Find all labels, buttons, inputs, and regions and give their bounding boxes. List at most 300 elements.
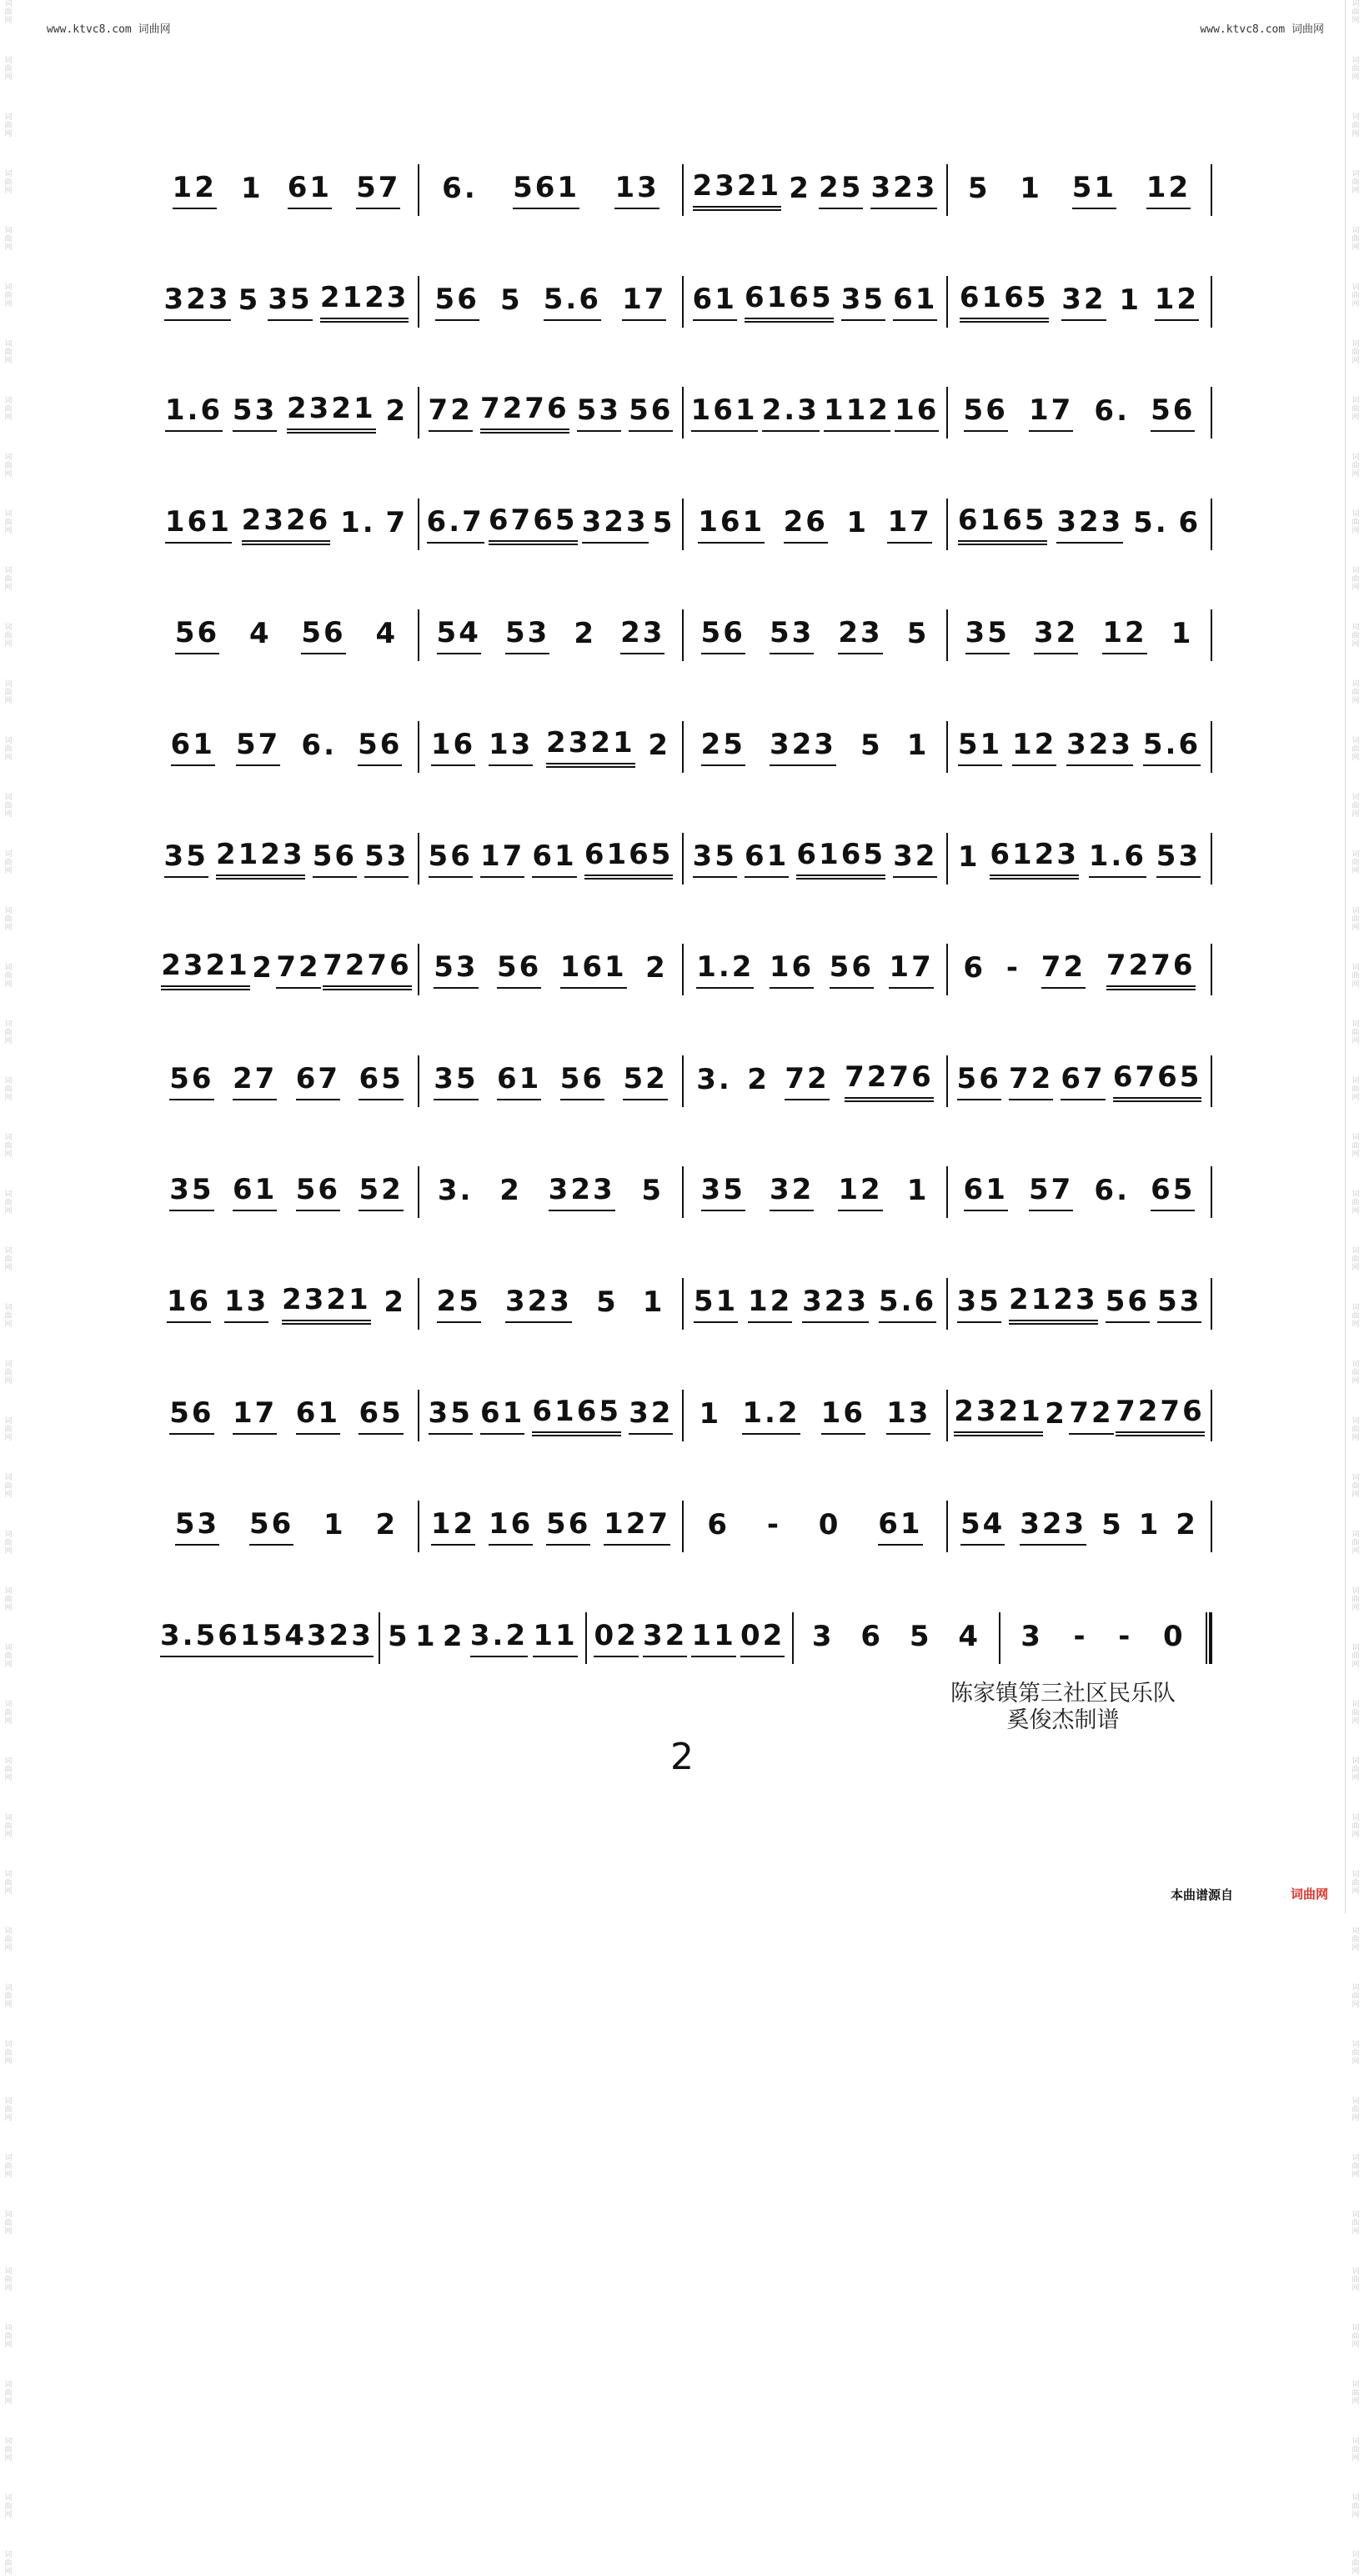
watermark-text: 词曲网 — [4, 2097, 13, 2122]
note-group: 35 — [693, 839, 737, 878]
measure — [419, 1394, 682, 1437]
score-line — [155, 158, 1212, 270]
note-group: 72 — [1009, 1062, 1053, 1100]
note-group: 54 — [263, 1619, 307, 1657]
note-group: 161 — [691, 393, 758, 432]
watermark-text: 词曲网 — [4, 850, 13, 875]
note-group: 5 — [652, 505, 675, 539]
note-group: 35 — [169, 1173, 213, 1211]
header-site-right: www.ktvc8.com 词曲网 — [1200, 23, 1324, 36]
watermark-text: 词曲网 — [1351, 624, 1360, 649]
watermark-text: 词曲网 — [4, 340, 13, 365]
note-group: 5 — [967, 172, 990, 205]
barline — [1211, 1055, 1212, 1107]
measure — [948, 1060, 1211, 1103]
note-group: 16 — [167, 1285, 211, 1323]
watermark-text: 词曲网 — [1351, 2324, 1360, 2349]
footer-source-label: 本曲谱源自 — [1171, 1887, 1234, 1902]
watermark-text: 词曲网 — [1351, 1077, 1360, 1102]
note-group: 17 — [889, 950, 933, 989]
watermark-text: 词曲网 — [4, 737, 13, 762]
note-group: 56 — [358, 728, 402, 766]
note-group: 2 — [747, 1062, 770, 1096]
barline — [1211, 1278, 1212, 1330]
note-group: 1 — [1138, 1508, 1161, 1542]
measure — [155, 725, 418, 769]
note-group: 2123 — [216, 838, 305, 880]
measure — [419, 837, 682, 880]
note-group: 6. — [301, 728, 337, 762]
note-group: 61 — [745, 839, 789, 878]
measure — [794, 1616, 999, 1660]
measure-group — [155, 1616, 1212, 1660]
note-group: 2 — [252, 951, 274, 985]
measure — [684, 1394, 946, 1437]
note-group: 25 — [437, 1285, 481, 1323]
measure-group — [155, 1505, 1212, 1548]
note-group: 5 — [860, 728, 883, 762]
note-group: 1 — [323, 1508, 346, 1542]
note-group: 61 — [693, 283, 737, 321]
watermark-text: 词曲网 — [4, 2381, 13, 2406]
watermark-text: 词曲网 — [1351, 227, 1360, 252]
measure — [684, 168, 946, 212]
note-group: 6765 — [1113, 1060, 1202, 1102]
barline — [1206, 1612, 1212, 1664]
note-group: 56 — [175, 616, 219, 654]
measure-group — [155, 503, 1212, 546]
note-group: 6165 — [532, 1395, 621, 1436]
watermark-text: 词曲网 — [1351, 1304, 1360, 1329]
measure-group — [155, 1170, 1212, 1214]
score-line — [155, 604, 1212, 715]
measure — [419, 280, 682, 323]
note-group: 56 — [313, 839, 357, 878]
note-group: 2 — [645, 951, 668, 985]
note-group: 2321 — [954, 1395, 1043, 1436]
note-group: 53 — [364, 839, 409, 878]
note-group: 0 — [818, 1508, 841, 1542]
note-group: 112 — [824, 393, 890, 432]
note-group: 3 — [811, 1619, 835, 1653]
watermark-text: 词曲网 — [4, 0, 13, 25]
note-group: 127 — [604, 1507, 670, 1546]
note-group: 53 — [175, 1507, 219, 1546]
measure — [684, 503, 946, 546]
note-group: 1 — [1119, 283, 1142, 317]
note-group: 1 — [1171, 617, 1194, 651]
watermark-text: 词曲网 — [1351, 2438, 1360, 2463]
note-group: 51 — [958, 728, 1002, 766]
note-group: 1 — [846, 505, 870, 539]
note-group: 17 — [480, 839, 524, 878]
note-group: 56 — [964, 393, 1008, 432]
watermark-text: 词曲网 — [1351, 1020, 1360, 1045]
measure — [948, 1282, 1211, 1326]
note-group: 13 — [614, 171, 659, 209]
note-group: 2321 — [282, 1283, 371, 1325]
note-group: 2 — [1176, 1508, 1198, 1542]
watermark-text: 词曲网 — [4, 1020, 13, 1045]
note-group: 323 — [505, 1285, 572, 1323]
note-group: 53 — [233, 393, 277, 432]
note-group: 7276 — [480, 392, 569, 434]
note-group: 1 — [906, 728, 930, 762]
measure — [948, 1170, 1211, 1214]
measure-group — [155, 168, 1212, 212]
note-group: 51 — [1072, 171, 1116, 209]
measure — [155, 1282, 418, 1326]
note-group: 323 — [582, 505, 649, 544]
watermark-text: 词曲网 — [4, 680, 13, 705]
note-group: 35 — [965, 616, 1010, 654]
watermark-text: 词曲网 — [4, 1701, 13, 1726]
note-group: 56 — [546, 1507, 590, 1546]
measure — [155, 1394, 418, 1437]
watermark-text: 词曲网 — [1351, 907, 1360, 932]
note-group: 323 — [549, 1173, 615, 1211]
note-group: 2326 — [242, 504, 331, 545]
measure — [155, 614, 418, 657]
watermark-text: 词曲网 — [1351, 340, 1360, 365]
note-group: 56 — [296, 1173, 340, 1211]
measure-group — [155, 948, 1212, 991]
measure-group — [155, 1060, 1212, 1103]
score-line — [155, 938, 1212, 1050]
watermark-text: 词曲网 — [4, 2438, 13, 2463]
note-group: 53 — [577, 393, 621, 432]
note-group: 2123 — [320, 281, 409, 323]
note-group: 0 — [1163, 1619, 1186, 1653]
watermark-text: 词曲网 — [1351, 1531, 1360, 1556]
note-group: 3.2 — [470, 1619, 528, 1657]
note-group: 72 — [785, 1062, 829, 1100]
note-group: 02 — [594, 1619, 638, 1657]
measure — [380, 1616, 585, 1660]
watermark-text: 词曲网 — [4, 1927, 13, 1952]
watermark-text: 词曲网 — [1351, 1757, 1360, 1782]
note-group: 32 — [629, 1396, 673, 1435]
note-group: 61 — [964, 1173, 1008, 1211]
note-group: 561 — [513, 171, 579, 209]
note-group: 51 — [694, 1285, 738, 1323]
note-group: 25 — [701, 728, 745, 766]
note-group: 23 — [838, 616, 882, 654]
note-group: 1 — [906, 1174, 930, 1208]
watermark-text: 词曲网 — [1351, 737, 1360, 762]
note-group: 5 — [499, 283, 523, 317]
note-group: 54 — [437, 616, 481, 654]
note-group: 12 — [1012, 728, 1056, 766]
watermark-text: 词曲网 — [1351, 964, 1360, 989]
note-group: 161 — [165, 505, 232, 544]
barline — [1211, 833, 1212, 885]
footer-brand-link[interactable]: 词曲网 — [1291, 1887, 1329, 1902]
note-group: 57 — [356, 171, 400, 209]
note-group: 65 — [359, 1396, 403, 1435]
note-group: 5.6 — [879, 1285, 936, 1323]
note-group: 11 — [533, 1619, 577, 1657]
barline — [1211, 1501, 1212, 1552]
watermark-text: 词曲网 — [4, 1247, 13, 1272]
score-line — [155, 827, 1212, 939]
watermark-text: 词曲网 — [1351, 1644, 1360, 1669]
measure — [155, 1170, 418, 1214]
note-group: 2 — [574, 617, 597, 651]
watermark-text: 词曲网 — [1351, 850, 1360, 875]
note-group: 2321 — [161, 949, 250, 990]
note-group: 1 — [642, 1285, 665, 1319]
note-group: 26 — [784, 505, 828, 544]
watermark-text: 词曲网 — [1351, 794, 1360, 819]
note-group: 65 — [359, 1062, 403, 1100]
watermark-text: 词曲网 — [4, 2494, 13, 2519]
note-group: 72 — [1041, 950, 1086, 989]
measure — [684, 948, 946, 991]
note-group: 56 — [560, 1062, 604, 1100]
watermark-text: 词曲网 — [4, 113, 13, 138]
measure — [419, 391, 682, 434]
note-group: 3.5 — [160, 1619, 218, 1657]
note-group: 4 — [375, 617, 399, 651]
note-group: 6. — [442, 172, 478, 205]
measure — [155, 280, 418, 323]
note-group: 2321 — [693, 169, 782, 211]
note-group: 2123 — [1009, 1283, 1098, 1325]
measure — [948, 280, 1211, 323]
note-group: 6 — [963, 951, 986, 985]
watermark-text: 词曲网 — [1351, 1927, 1360, 1952]
note-group: 56 — [169, 1062, 213, 1100]
note-group: 5 — [906, 617, 930, 651]
note-group: 323 — [802, 1285, 869, 1323]
note-group: 16 — [770, 950, 814, 989]
note-group: 12 — [1102, 616, 1146, 654]
watermark-text: 词曲网 — [4, 1304, 13, 1329]
barline — [1211, 276, 1212, 328]
note-group: 1.6 — [1089, 839, 1146, 878]
barline — [1211, 1166, 1212, 1218]
note-group: 56 — [169, 1396, 213, 1435]
note-group: 6765 — [489, 504, 578, 545]
note-group: 56 — [249, 1507, 293, 1546]
watermark-text: 词曲网 — [4, 1984, 13, 2009]
measure — [684, 614, 946, 657]
note-group: 53 — [434, 950, 478, 989]
watermark-text: 词曲网 — [4, 2324, 13, 2349]
note-group: 1 — [699, 1396, 722, 1431]
note-group: 6. — [1094, 1174, 1130, 1208]
note-group: 5 — [909, 1619, 932, 1653]
note-group: 6165 — [960, 281, 1049, 323]
measure-group — [155, 614, 1212, 657]
watermark-text: 词曲网 — [4, 1871, 13, 1896]
note-group: 6165 — [584, 838, 674, 880]
note-group: 5 — [238, 283, 261, 317]
watermark-text: 词曲网 — [1351, 0, 1360, 25]
note-group: 5.6 — [544, 283, 601, 321]
note-group: 2 — [499, 1174, 522, 1208]
measure — [1000, 1616, 1206, 1660]
watermark-text: 词曲网 — [4, 227, 13, 252]
note-group: 61 — [233, 1173, 277, 1211]
note-group: 6165 — [796, 838, 885, 880]
note-group: 32 — [893, 839, 937, 878]
watermark-text: 词曲网 — [4, 510, 13, 535]
note-group: 6. — [1094, 394, 1130, 428]
measure — [419, 948, 682, 991]
watermark-text: 词曲网 — [4, 1361, 13, 1386]
watermark-text: 词曲网 — [1351, 680, 1360, 705]
note-group: 61 — [480, 1396, 524, 1435]
note-group: 35 — [429, 1396, 473, 1435]
note-group: 7276 — [1106, 949, 1196, 990]
note-group: 56 — [830, 950, 874, 989]
watermark-text: 词曲网 — [1351, 397, 1360, 422]
note-group: 56 — [429, 839, 473, 878]
watermark-text: 词曲网 — [1351, 510, 1360, 535]
note-group: - — [1118, 1619, 1133, 1653]
note-group: 7276 — [1116, 1395, 1205, 1436]
measure — [419, 1505, 682, 1548]
note-group: 53 — [1156, 839, 1201, 878]
note-group: 72 — [276, 950, 320, 989]
measure — [419, 1282, 682, 1326]
credit-band: 陈家镇第三社区民乐队 — [950, 1681, 1176, 1706]
note-group: 72 — [429, 393, 473, 432]
measure — [155, 948, 418, 991]
watermark-text: 词曲网 — [1351, 1587, 1360, 1612]
watermark-text: 词曲网 — [1351, 454, 1360, 479]
note-group: 61 — [532, 839, 576, 878]
barline — [1211, 721, 1212, 773]
note-group: 323 — [870, 171, 937, 209]
barline — [1211, 164, 1212, 216]
watermark-text: 词曲网 — [1351, 2154, 1360, 2179]
note-group: 53 — [770, 616, 814, 654]
note-group: 1.6 — [165, 393, 223, 432]
note-group: 1. — [340, 505, 376, 539]
note-group: 1 — [240, 172, 263, 205]
score-line — [155, 1050, 1212, 1161]
watermark-text: 词曲网 — [4, 1190, 13, 1215]
watermark-text: 词曲网 — [4, 2551, 13, 2576]
watermark-text: 词曲网 — [4, 624, 13, 649]
score-line — [155, 493, 1212, 604]
note-group: 6123 — [990, 838, 1079, 880]
note-group: 2.3 — [762, 393, 820, 432]
measure — [587, 1616, 792, 1660]
measure — [948, 503, 1211, 546]
note-group: 17 — [887, 505, 931, 544]
note-group: 61 — [171, 728, 215, 766]
watermark-text: 词曲网 — [1351, 1984, 1360, 2009]
measure — [948, 725, 1211, 769]
note-group: 11 — [691, 1619, 735, 1657]
watermark-text: 词曲网 — [4, 2041, 13, 2066]
note-group: 13 — [886, 1396, 930, 1435]
note-group: 1 — [957, 839, 980, 874]
measure — [684, 280, 946, 323]
score-line — [155, 1495, 1212, 1606]
watermark-text: 词曲网 — [4, 1587, 13, 1612]
note-group: 16 — [895, 393, 939, 432]
measure — [684, 1170, 946, 1214]
note-group: 32 — [770, 1173, 814, 1211]
watermark-text: 词曲网 — [1351, 57, 1360, 82]
note-group: 2 — [442, 1619, 465, 1653]
note-group: - — [766, 1508, 781, 1542]
measure-group — [155, 1394, 1212, 1437]
note-group: 35 — [957, 1285, 1001, 1323]
note-group: 17 — [622, 283, 666, 321]
watermark-text: 词曲网 — [4, 1474, 13, 1499]
note-group: 6165 — [958, 504, 1047, 545]
note-group: 1 — [414, 1619, 438, 1653]
measure — [155, 1060, 418, 1103]
note-group: 61 — [296, 1396, 340, 1435]
arranger-credit — [950, 1681, 1176, 1734]
note-group: 52 — [623, 1062, 667, 1100]
note-group: 2321 — [546, 726, 635, 768]
measure — [948, 614, 1211, 657]
barline — [1211, 609, 1212, 661]
watermark-text: 词曲网 — [4, 397, 13, 422]
watermark-text: 词曲网 — [1351, 1871, 1360, 1896]
note-group: 02 — [740, 1619, 785, 1657]
note-group: 2 — [648, 728, 671, 762]
measure — [155, 837, 418, 880]
note-group: 6 — [1178, 505, 1201, 539]
note-group: 35 — [701, 1173, 745, 1211]
note-group: 35 — [164, 839, 208, 878]
note-group: 1 — [1020, 172, 1042, 205]
note-group: 61 — [218, 1619, 262, 1657]
note-group: 323 — [307, 1619, 374, 1657]
note-group: 323 — [1056, 505, 1123, 544]
note-group: 3 — [1020, 1619, 1043, 1653]
watermark-text: 词曲网 — [1351, 1190, 1360, 1215]
measure — [948, 837, 1211, 880]
score-line — [155, 715, 1212, 827]
right-watermark-strip — [1349, 0, 1362, 2576]
note-group: 12 — [1146, 171, 1191, 209]
note-group: 161 — [560, 950, 627, 989]
watermark-text: 词曲网 — [1351, 1361, 1360, 1386]
note-group: 2 — [1045, 1396, 1067, 1431]
note-group: 5 — [1101, 1508, 1124, 1542]
note-group: 35 — [841, 283, 885, 321]
score-line — [155, 381, 1212, 493]
measure — [948, 948, 1211, 991]
note-group: 61 — [878, 1507, 922, 1546]
measure-group — [155, 391, 1212, 434]
note-group: 323 — [770, 728, 836, 766]
measure — [948, 1394, 1211, 1437]
watermark-text: 词曲网 — [1351, 2097, 1360, 2122]
note-group: 13 — [224, 1285, 268, 1323]
measure — [684, 837, 946, 880]
watermark-text: 词曲网 — [1351, 1247, 1360, 1272]
note-group: 161 — [698, 505, 765, 544]
note-group: 16 — [489, 1507, 533, 1546]
measure — [948, 168, 1211, 212]
note-group: 2 — [789, 172, 811, 205]
watermark-text: 词曲网 — [1351, 2494, 1360, 2519]
note-group: 13 — [489, 728, 533, 766]
note-group: 32 — [1034, 616, 1078, 654]
note-group: 1.2 — [742, 1396, 800, 1435]
